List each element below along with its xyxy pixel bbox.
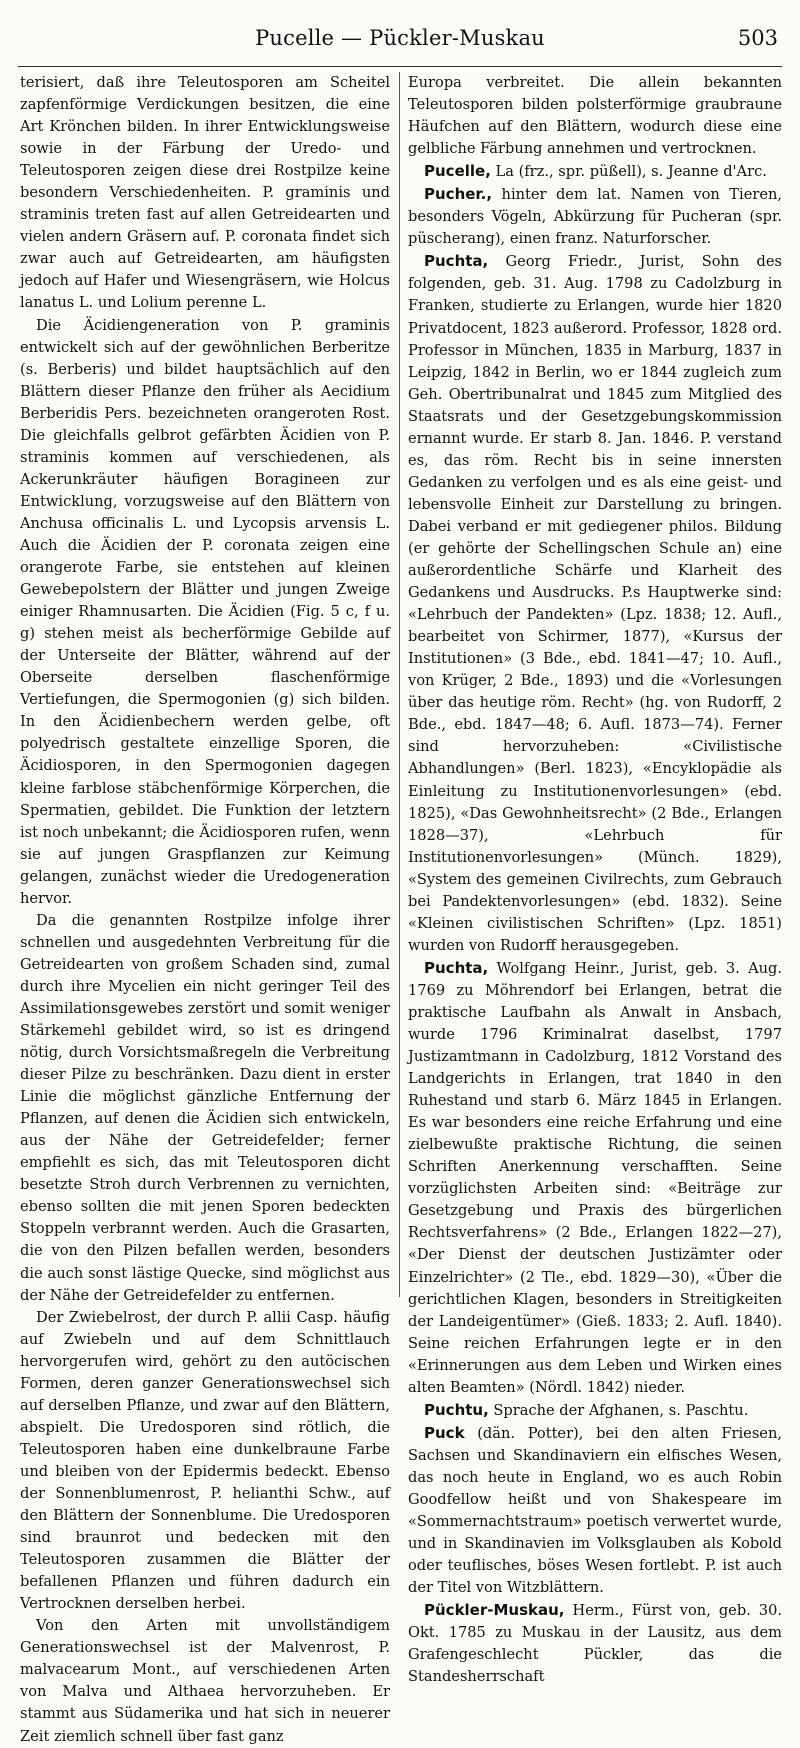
entry-puchta-wolfgang	[408, 957, 782, 1399]
right-column	[408, 72, 782, 1686]
headword: Puchta,	[424, 958, 489, 977]
entry-text: Herm., Fürst von, geb. 30. Okt. 1785 zu Muskau in der Lausitz, aus dem Grafengeschlecht Pückler, das die Standesherrschaft	[408, 1602, 782, 1686]
running-title: Pucelle — Pückler-Muskau	[255, 26, 545, 50]
column-divider	[399, 72, 400, 1297]
entry-text: La (frz., spr. püßell), s. Jeanne d'Arc.	[490, 163, 767, 181]
entry-text: Georg Friedr., Jurist, Sohn des folgenden, geb. 31. Aug. 1798 zu Cadolzburg in Franken, studierte zu Erlangen, wurde hier 1820 Privatdocent, 1823 außerord. Professor, 1828 ord. Professor in München, 1835 in Marburg, 1837 in Leipzig, 1842 in Berlin, wo er 1844 zugleich zum Geh. Obertribunalrat und 1845 zum Mitglied des Staatsrats und der Gesetzgebungskommission ernannt wurde. Er starb 8. Jan. 1846. P. verstand es, das röm. Recht bis in seine innersten Gedanken zu verfolgen und es als eine geist- und lebensvolle Einheit zur Darstellung zu bringen. Dabei verband er mit gediegener philos. Bildung (er gehörte der Schellingschen Schule an) eine außerordentliche Schärfe und Klarheit des Gedankens und Ausdrucks. P.s Hauptwerke sind: «Lehrbuch der Pandekten» (Lpz. 1838; 12. Aufl., bearbeitet von Schirmer, 1877), «Kursus der Institutionen» (3 Bde., ebd. 1841—47; 10. Aufl., von Krüger, 2 Bde., 1893) und die «Vorlesungen über das heutige röm. Recht» (hg. von Rudorff, 2 Bde., ebd. 1847—48; 6. Aufl. 1873—74). Ferner sind hervorzuheben: «Civilistische Abhandlungen» (Berl. 1823), «Encyklopädie als Einleitung zu Institutionenvorlesungen» (ebd. 1825), «Das Gewohnheitsrecht» (2 Bde., Erlangen 1828—37), «Lehrbuch für Institutionenvorlesungen» (Münch. 1829), «System des gemeinen Civilrechts, zum Gebrauch bei Pandektenvorlesungen» (ebd. 1832). Seine «Kleinen civilistischen Schriften» (Lpz. 1851) wurden von Rudorff herausgegeben.	[408, 253, 782, 954]
entry-pucelle	[408, 160, 782, 183]
header-rule	[18, 66, 782, 67]
headword: Pückler-Muskau,	[424, 1601, 565, 1620]
entry-text: Wolfgang Heinr., Jurist, geb. 3. Aug. 1769 zu Möhrendorf bei Erlangen, betrat die praktische Laufbahn als Anwalt in Ansbach, wurde 1796 Kriminalrat daselbst, 1797 Justizamtmann in Cadolzburg, 1812 Vorstand des Landgerichts in Erlangen, trat 1840 in den Ruhestand und starb 6. März 1845 in Erlangen. Es war besonders eine reiche Erfahrung und eine zielbewußte praktische Richtung, die seinen Schriften Anerkennung verschafften. Seine vorzüglichsten Arbeiten sind: «Beiträge zur Gesetzgebung und Praxis des bürgerlichen Rechtsverfahrens» (2 Bde., Erlangen 1822—27), «Der Dienst der deutschen Justizämter oder Einzelrichter» (2 Tle., ebd. 1829—30), «Über die gerichtlichen Klagen, besonders in Streitigkeiten der Landeigentümer» (Gieß. 1833; 2. Aufl. 1840). Seine reichen Erfahrungen legte er in den «Erinnerungen aus dem Leben und Wirken eines alten Beamten» (Nördl. 1842) nieder.	[408, 959, 782, 1396]
entry-text: hinter dem lat. Namen von Tieren, besonders Vögeln, Abkürzung für Pucheran (spr. püscherang), einen franz. Naturforscher.	[408, 186, 782, 248]
paragraph: Von den Arten mit unvollständigem Generationswechsel ist der Malvenrost, P. malvacearum Mont., auf verschiedenen Arten von Malva und Althaea hervorzuheben. Er stammt aus Südamerika und hat sich in neuerer Zeit ziemlich schnell über fast ganz	[20, 1617, 390, 1745]
headword: Puchtu,	[424, 1400, 489, 1419]
entry-pucher	[408, 183, 782, 250]
entry-pueckler-muskau	[408, 1599, 782, 1688]
entry-puchta-georg	[408, 250, 782, 957]
paragraph: Der Zwiebelrost, der durch P. allii Casp. häufig auf Zwiebeln und auf dem Schnittlauch hervorgerufen wird, gehört zu den autöcischen Formen, deren ganzer Generationswechsel sich auf derselben Pflanze, und zwar auf den Blättern, abspielt. Die Uredosporen sind rötlich, die Teleutosporen haben eine dunkelbraune Farbe und bleiben von der Epidermis bedeckt. Ebenso der Sonnenblumenrost, P. helianthi Schw., auf den Blättern der Sonnenblume. Die Uredosporen sind braunrot und bedecken mit den Teleutosporen zusammen die Blätter der befallenen Pflanzen und führen dadurch ein Vertrocknen derselben herbei.	[20, 1308, 390, 1613]
paragraph: Europa verbreitet. Die allein bekannten Teleutosporen bilden polsterförmige graubraune Häufchen auf den Blättern, wodurch diese eine gelbliche Färbung annehmen und vertrocknen.	[408, 74, 782, 158]
entry-puchtu	[408, 1399, 782, 1422]
headword: Puchta,	[424, 252, 489, 271]
entry-text: (dän. Potter), bei den alten Friesen, Sachsen und Skandinaviern ein elfisches Wesen, das noch heute in England, wo es auch Robin Goodfellow heißt und von Shakespeare im «Sommernachtstraum» poetisch verwertet wurde, und in Skandinavien im Volksglauben als Kobold oder teuflisches, böses Wesen fortlebt. P. ist auch der Titel von Witzblättern.	[408, 1424, 782, 1597]
headword: Pucelle,	[424, 162, 491, 181]
headword: Puck	[424, 1423, 465, 1442]
paragraph: Die Äcidiengeneration von P. graminis entwickelt sich auf der gewöhnlichen Berberitze (s. Berberis) und bildet hauptsächlich auf den Blättern dieser Pflanze den früher als Aecidium Berberidis Pers. bezeichneten orangeroten Rost. Die gleichfalls gelbrot gefärbten Äcidien von P. straminis kommen auf verschiedenen, als Ackerunkräuter häufigen Boragineen zur Entwicklung, vorzugsweise auf den Blättern von Anchusa officinalis L. und Lycopsis arvensis L. Auch die Äcidien der P. coronata zeigen eine orangerote Farbe, sie entstehen auf kleinen Gewebepolstern der Blätter und jungen Zweige einiger Rhamnusarten. Die Äcidien (Fig. 5 c, f u. g) stehen meist als becherförmige Gebilde auf der Unterseite der Blätter, während auf der Oberseite derselben flaschenförmige Vertiefungen, die Spermogonien (g) sich bilden. In den Äcidienbechern werden gelbe, oft polyedrisch gestaltete einzellige Sporen, die Äcidiosporen, in den Spermogonien dagegen kleine farblose stäbchenförmige Körperchen, die Spermatien, gebildet. Die Funktion der letztern ist noch unbekannt; die Äcidiosporen rufen, wenn sie auf jungen Graspflanzen zur Keimung gelangen, zunächst wieder die Uredogeneration hervor.	[20, 316, 390, 907]
paragraph: Da die genannten Rostpilze infolge ihrer schnellen und ausgedehnten Verbreitung für die Getreidearten von großem Schaden sind, zumal durch ihre Mycelien ein nicht geringer Teil des Assimilationsgewebes zerstört und somit weniger Stärkemehl gebildet wird, so ist es dringend nötig, durch Vorsichtsmaßregeln die Verbreitung dieser Pilze zu beschränken. Dazu dient in erster Linie die möglichst gänzliche Entfernung der Pflanzen, auf denen die Äcidien sich entwickeln, aus der Nähe der Getreidefelder; ferner empfiehlt es sich, das mit Teleutosporen dicht besetzte Stroh durch Verbrennen zu vernichten, ebenso sollten die mit jenen Sporen bedeckten Stoppeln verbrannt werden. Auch die Grasarten, die von den Pilzen befallen werden, besonders die auch sonst lästige Quecke, sind möglichst aus der Nähe der Getreidefelder zu entfernen.	[20, 911, 390, 1304]
left-column	[20, 72, 390, 1745]
page-header	[18, 26, 782, 60]
page-number: 503	[737, 26, 778, 50]
paragraph: terisiert, daß ihre Teleutosporen am Scheitel zapfenförmige Verdickungen besitzen, die eine Art Krönchen bilden. In ihrer Entwicklungsweise sowie in der Färbung der Uredo- und Teleutosporen zeigen diese drei Rostpilze keine besondern Verschiedenheiten. P. graminis und straminis treten fast auf allen Getreidearten und vielen andern Gräsern auf. P. coronata findet sich zwar auch auf Getreidearten, am häufigsten jedoch auf Hafer und Wiesengräsern, wie Holcus lanatus L. und Lolium perenne L.	[20, 74, 390, 312]
entry-text: Sprache der Afghanen, s. Paschtu.	[488, 1401, 749, 1419]
headword: Pucher.,	[424, 185, 493, 204]
entry-puck	[408, 1422, 782, 1599]
